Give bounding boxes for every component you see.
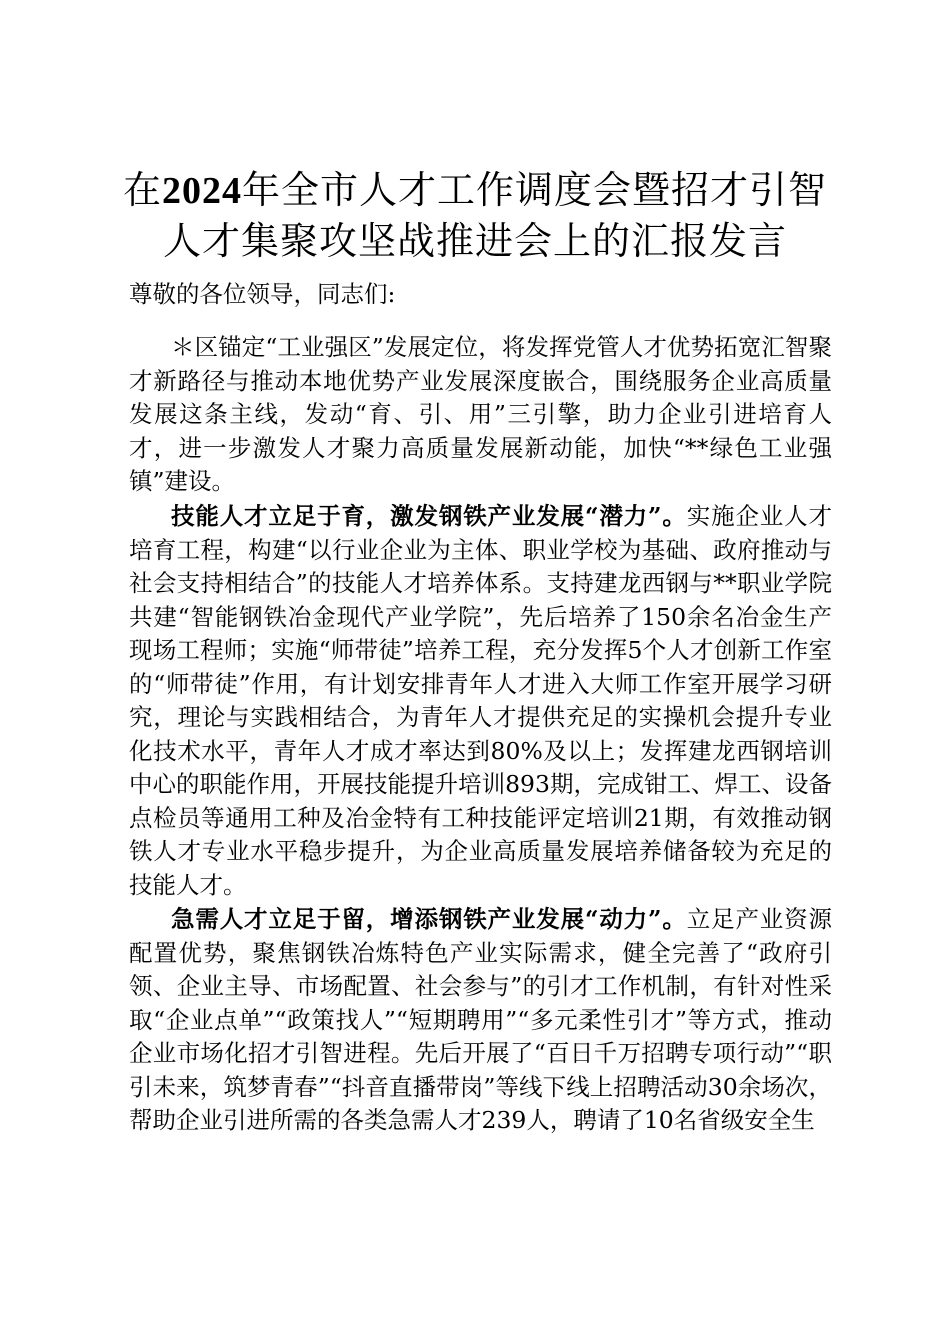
title-rest: 年全市人才工作调度会暨招才引智人才集聚攻坚战推进会上的汇报发言 [162,168,828,263]
paragraph-urgent-talent-heading: 急需人才立足于留，增添钢铁产业发展“动力”。 [171,905,687,933]
paragraph-urgent-talent [129,903,832,1138]
document-title [110,165,840,266]
paragraph-urgent-talent-text: 立足产业资源配置优势，聚焦钢铁冶炼特色产业实际需求，健全完善了“政府引领、企业主导、市场配置、社会参与”的引才工作机制，有针对性采取“企业点单”“政策找人”“短期聘用”“多元柔性引才”等方式，推动企业市场化招才引智进程。先后开展了“百日千万招聘专项行动”“职引未来，筑梦青春”“抖音直播带岗”等线下线上招聘活动30余场次，帮助企业引进所需的各类急需人才239人，聘请了10名省级安全生 [129,905,833,1134]
paragraph-intro [129,331,832,499]
paragraph-skilled-talent-heading: 技能人才立足于育，激发钢铁产业发展“潜力”。 [171,502,687,530]
salutation: 尊敬的各位领导，同志们: [129,280,396,308]
paragraph-intro-text: ＊区锚定“工业强区”发展定位，将发挥党管人才优势拓宽汇智聚才新路径与推动本地优势产业发展深度嵌合，围绕服务企业高质量发展这条主线，发动“育、引、用”三引擎，助力企业引进培育人才，进一步激发人才聚力高质量发展新动能，加快“**绿色工业强镇”建设。 [129,333,832,495]
title-prefix: 在 [122,168,162,212]
paragraph-skilled-talent-text: 实施企业人才培育工程，构建“以行业企业为主体、职业学校为基础、政府推动与社会支持相结合”的技能人才培养体系。支持建龙西钢与**职业学院共建“智能钢铁冶金现代产业学院”，先后培养了150余名冶金生产现场工程师；实施“师带徒”培养工程，充分发挥5个人才创新工作室的“师带徒”作用，有计划安排青年人才进入大师工作室开展学习研究，理论与实践相结合，为青年人才提供充足的实操机会提升专业化技术水平，青年人才成才率达到80%及以上；发挥建龙西钢培训中心的职能作用，开展技能提升培训893期，完成钳工、焊工、设备点检员等通用工种及冶金特有工种技能评定培训21期，有效推动钢铁人才专业水平稳步提升，为企业高质量发展培养储备较为充足的技能人才。 [129,502,833,899]
paragraph-skilled-talent [129,500,832,902]
title-year: 2024 [162,170,242,212]
